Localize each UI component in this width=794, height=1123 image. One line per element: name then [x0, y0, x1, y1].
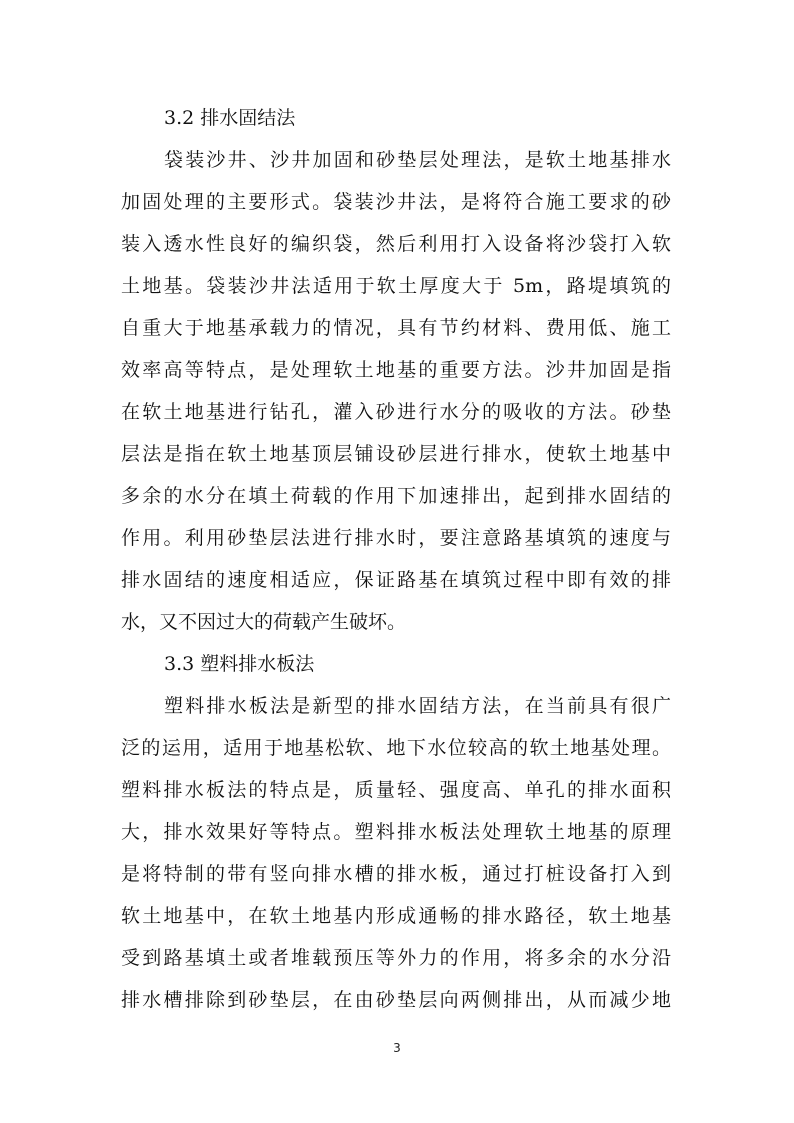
paragraph-line: 层法是指在软土地基顶层铺设砂层进行排水，使软土地基中: [121, 443, 671, 465]
paragraph-line: 自重大于地基承载力的情况，具有节约材料、费用低、施工: [121, 317, 671, 339]
paragraph-line: 排水槽排除到砂垫层，在由砂垫层向两侧排出，从而减少地: [121, 989, 671, 1011]
paragraph-line: 塑料排水板法是新型的排水固结方法，在当前具有很广: [164, 695, 671, 717]
paragraph-line: 泛的运用，适用于地基松软、地下水位较高的软土地基处理。: [121, 737, 671, 759]
section-heading-3-2: 3.2 排水固结法: [164, 107, 296, 129]
paragraph-line: 效率高等特点，是处理软土地基的重要方法。沙井加固是指: [121, 359, 671, 381]
paragraph-line: 多余的水分在填土荷载的作用下加速排出，起到排水固结的: [121, 485, 671, 507]
paragraph-line: 袋装沙井、沙井加固和砂垫层处理法，是软土地基排水: [164, 149, 671, 171]
paragraph-line: 是将特制的带有竖向排水槽的排水板，通过打桩设备打入到: [121, 863, 671, 885]
paragraph-line: 排水固结的速度相适应，保证路基在填筑过程中即有效的排: [121, 569, 671, 591]
paragraph-line: 受到路基填土或者堆载预压等外力的作用，将多余的水分沿: [121, 947, 671, 969]
paragraph-line: 大，排水效果好等特点。塑料排水板法处理软土地基的原理: [121, 821, 671, 843]
paragraph-line: 装入透水性良好的编织袋，然后利用打入设备将沙袋打入软: [121, 233, 671, 255]
paragraph-line: 软土地基中，在软土地基内形成通畅的排水路径，软土地基: [121, 905, 671, 927]
paragraph-line: 加固处理的主要形式。袋装沙井法，是将符合施工要求的砂: [121, 191, 671, 213]
paragraph-line: 水，又不因过大的荷载产生破坏。: [121, 611, 407, 633]
paragraph-line: 在软土地基进行钻孔，灌入砂进行水分的吸收的方法。砂垫: [121, 401, 671, 423]
section-heading-3-3: 3.3 塑料排水板法: [164, 653, 315, 675]
page-number: 3: [393, 1041, 401, 1055]
paragraph-line: 作用。利用砂垫层法进行排水时，要注意路基填筑的速度与: [121, 527, 671, 549]
paragraph-line: 塑料排水板法的特点是，质量轻、强度高、单孔的排水面积: [121, 779, 671, 801]
paragraph-line: 土地基。袋装沙井法适用于软土厚度大于 5m，路堤填筑的: [121, 275, 671, 297]
